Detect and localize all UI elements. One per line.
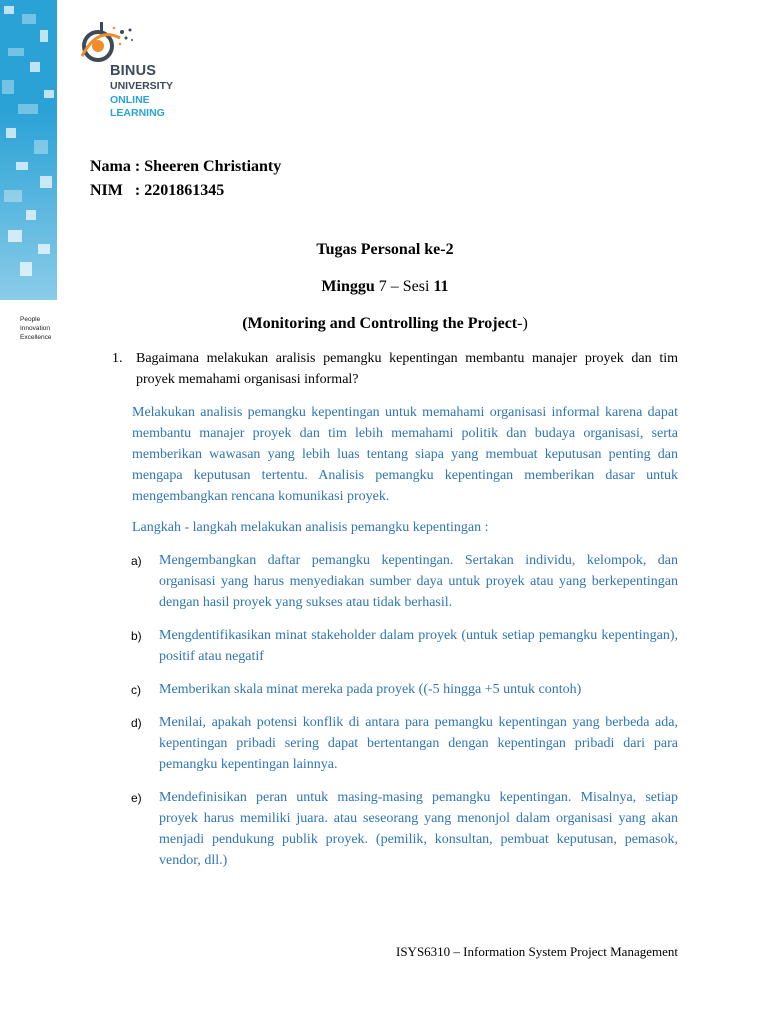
answer-paragraph: Melakukan analisis pemangku kepentingan untuk memahami organisasi informal karena dapat membantu manajer proyek dan tim lebih memahami politik dan budaya organisasi, serta memberikan wawasan yang lebih luas tentang siapa yang membuat keputusan penting dan mengapa keputusan tertentu. Analisis pemangku kepentingan memberikan dasar untuk mengembangkan rencana komunikasi proyek. [132,405,678,504]
student-identity [90,155,281,203]
list-item [131,550,678,613]
question-number: 1. [112,351,123,366]
tagline-line: Innovation [20,325,50,332]
side-decoration-band [0,0,57,300]
list-item-label: b) [131,629,142,643]
task-title: Tugas Personal ke-2 [316,241,454,258]
week-label: Minggu [321,278,379,295]
list-item-text: Mendefinisikan peran untuk masing-masing pemangku kepentingan. Misalnya, setiap proyek harus memiliki juara. atau seseorang yang menonjol dalam organisasi yang akan menjadi pendukung publik proyek. (pemilik, konsultan, pembuat keputusan, pemasok, vendor, dll.) [159,790,678,868]
page-footer: ISYS6310 – Information System Project Management [396,944,678,959]
logo-brand: BINUS [110,63,157,79]
list-item-text: Memberikan skala minat mereka pada proyek ((-5 hingga +5 untuk contoh) [159,682,582,697]
list-item [131,625,678,667]
list-item-text: Mengdentifikasikan minat stakeholder dalam proyek (untuk setiap pemangku kepentingan), positif atau negatif [159,628,678,664]
student-name: Nama : Sheeren Christianty [90,158,282,175]
session-number: 11 [433,278,449,295]
week-number: 7 – Sesi [378,278,434,295]
list-item [131,712,678,775]
topic-suffix: -) [517,315,528,332]
logo-university: UNIVERSITY [110,80,174,92]
topic-title [80,315,690,333]
list-item-label: a) [131,554,142,568]
topic-text: (Monitoring and Controlling the Project [242,315,518,332]
list-item-label: e) [131,791,142,805]
logo-learning: LEARNING [110,107,165,119]
student-nim: NIM : 2201861345 [90,182,225,199]
list-item [131,679,678,700]
list-item-label: c) [131,683,141,697]
list-item-text: Mengembangkan daftar pemangku kepentingan. Sertakan individu, kelompok, dan organisasi yang harus menyediakan sumber daya untuk proyek atau yang berkepentingan dengan hasil proyek yang sukses atau tidak berhasil. [159,553,678,610]
logo-online: ONLINE [110,94,150,106]
list-item-text: Menilai, apakah potensi konflik di antara para pemangku kepentingan yang berbeda ada, kepentingan pribadi sering dapat bertentangan dengan kepentingan pribadi dari para pemangku kepentingan lainnya. [159,715,678,772]
tagline [20,315,80,342]
binus-logo [74,16,194,128]
steps-intro: Langkah - langkah melakukan analisis pemangku kepentingan : [132,520,489,535]
tagline-line: People [20,316,41,323]
tagline-line: Excellence [20,334,52,341]
list-item-label: d) [131,716,142,730]
question-text: Bagaimana melakukan aralisis pemangku kepentingan membantu manajer proyek dan tim proyek memahami organisasi informal? [136,351,678,387]
question-1 [112,348,678,390]
week-session-title [80,278,690,296]
list-item [131,787,678,871]
